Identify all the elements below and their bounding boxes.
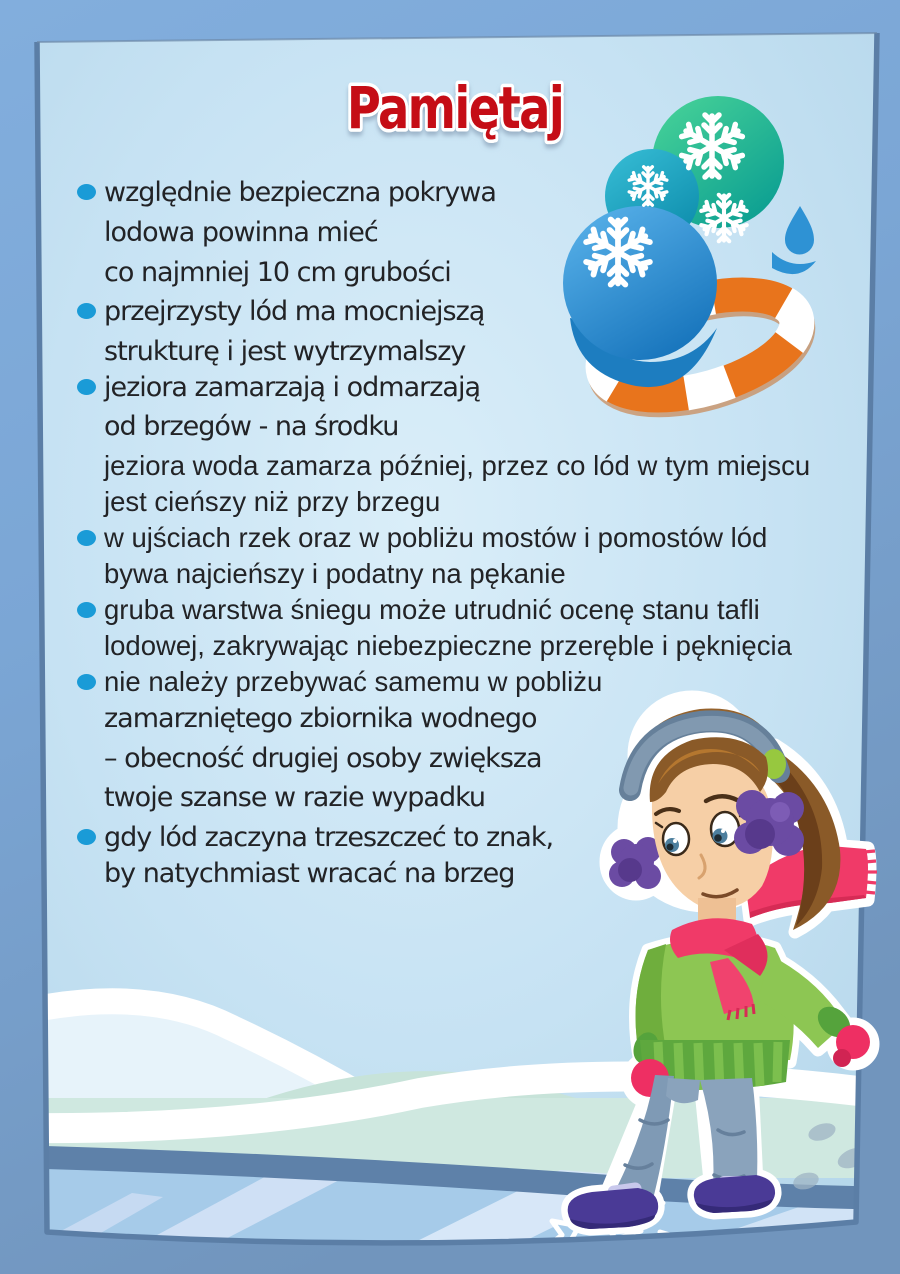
girl-illustration bbox=[568, 697, 877, 1229]
snow-bubbles-illustration bbox=[563, 96, 816, 420]
list-line: jeziora zamarzają i odmarzają bbox=[104, 367, 480, 407]
list-line: zamarzniętego zbiornika wodnego bbox=[104, 702, 537, 734]
list-line: twoje szanse w razie wypadku bbox=[104, 781, 486, 813]
list-line: jest cieńszy niż przy brzegu bbox=[104, 486, 441, 517]
list-line: nie należy przebywać samemu w pobliżu bbox=[104, 662, 602, 702]
water-drop-icon bbox=[772, 206, 816, 274]
list-line: by natychmiast wracać na brzeg bbox=[104, 857, 515, 889]
list-line: w ujściach rzek oraz w pobliżu mostów i pomostów lód bbox=[104, 518, 767, 558]
list-line: – obecność drugiej osoby zwiększa bbox=[104, 742, 542, 774]
list-line: strukturę i jest wytrzymalszy bbox=[104, 335, 466, 367]
list-line: jeziora woda zamarza później, przez co lód w tym miejscu bbox=[104, 450, 811, 481]
shoes bbox=[568, 1175, 775, 1229]
page-title: Pamiętaj bbox=[346, 74, 564, 143]
list-line: bywa najcieńszy i podatny na pękanie bbox=[104, 558, 566, 589]
list-line: co najmniej 10 cm grubości bbox=[104, 256, 451, 288]
list-line: lodowej, zakrywając niebezpieczne przeręble i pęknięcia bbox=[104, 630, 792, 661]
list-line: względnie bezpieczna pokrywa bbox=[104, 172, 496, 212]
list-line: przejrzysty lód ma mocniejszą bbox=[104, 291, 484, 331]
list-line: gruba warstwa śniegu może utrudnić ocenę stanu tafli bbox=[104, 590, 760, 630]
list-line: lodowa powinna mieć bbox=[104, 216, 378, 248]
list-line: gdy lód zaczyna trzeszczeć to znak, bbox=[104, 817, 553, 857]
list-line: od brzegów - na środku bbox=[104, 410, 399, 442]
